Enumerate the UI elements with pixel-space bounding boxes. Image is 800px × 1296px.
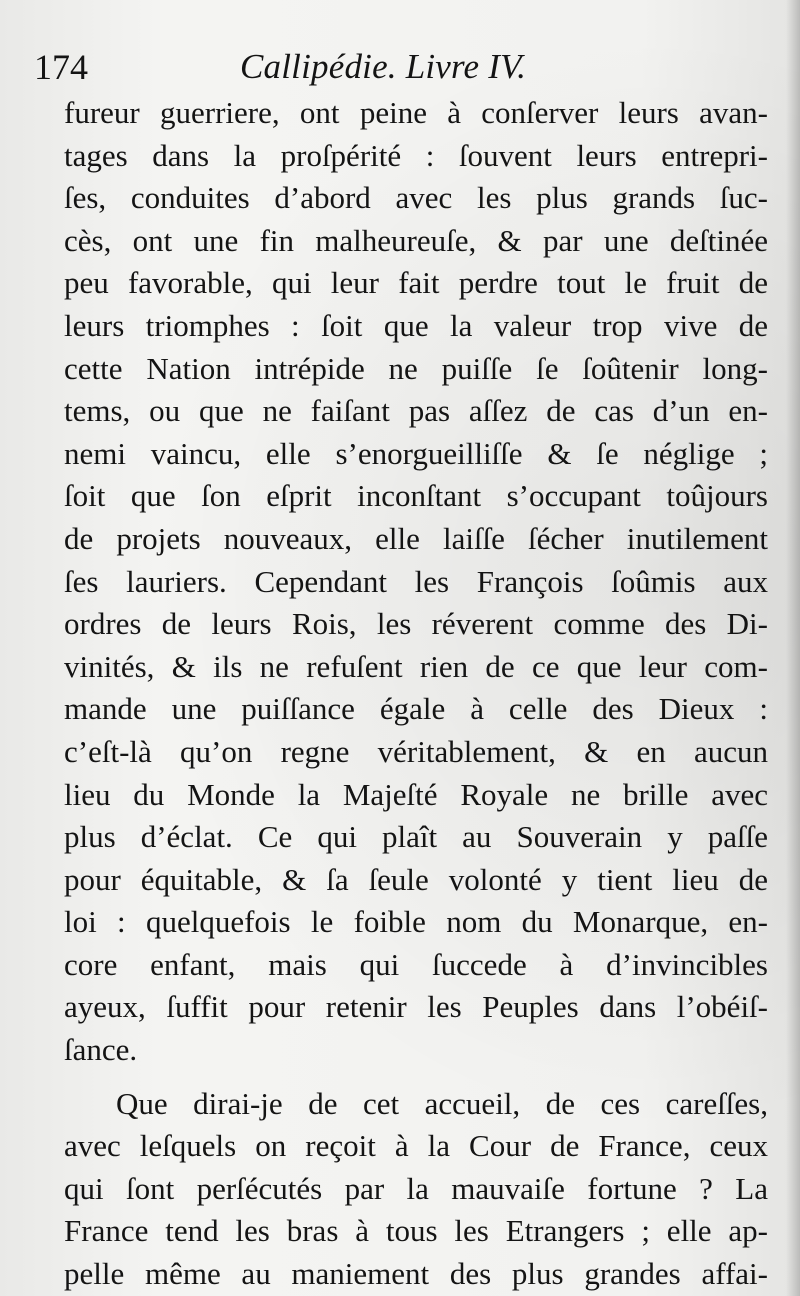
text-line: tages dans la proſpérité : ſouvent leurs entrepri- <box>64 137 768 173</box>
body-text <box>64 92 768 1296</box>
text-line: avec leſquels on reçoit à la Cour de France, ceux <box>64 1128 768 1164</box>
text-line: nemi vaincu, elle s’enorgueilliſſe & ſe néglige ; <box>64 435 768 471</box>
text-line: loi : quelquefois le foible nom du Monarque, en- <box>64 904 768 940</box>
text-line: pour équitable, & ſa ſeule volonté y tient lieu de <box>64 861 768 897</box>
text-line: vinités, & ils ne refuſent rien de ce que leur com- <box>64 648 768 684</box>
text-line: ſance. <box>64 1032 138 1068</box>
text-line: cette Nation intrépide ne puiſſe ſe ſoûtenir long- <box>64 350 768 386</box>
text-line: lieu du Monde la Majeſté Royale ne brille avec <box>64 776 768 812</box>
text-line: ſes, conduites d’abord avec les plus grands ſuc- <box>64 180 768 216</box>
text-line: cès, ont une fin malheureuſe, & par une deſtinée <box>64 222 768 258</box>
text-line: mande une puiſſance égale à celle des Dieux : <box>64 691 768 727</box>
page-header <box>34 44 774 90</box>
paragraph <box>64 1083 768 1296</box>
text-line: Que dirai-je de cet accueil, de ces careſſes, <box>116 1085 768 1121</box>
text-line: core enfant, mais qui ſuccede à d’invincibles <box>64 946 768 982</box>
page-number: 174 <box>34 47 88 87</box>
text-line: qui ſont perſécutés par la mauvaiſe fortune ? La <box>64 1170 768 1206</box>
paragraph <box>64 92 768 1072</box>
running-title: Callipédie. Livre IV. <box>240 47 527 86</box>
text-line: plus d’éclat. Ce qui plaît au Souverain y paſſe <box>64 819 768 855</box>
text-line: France tend les bras à tous les Etrangers ; elle ap- <box>64 1213 768 1249</box>
text-line: pelle même au maniement des plus grandes affai- <box>64 1256 768 1292</box>
text-line: leurs triomphes : ſoit que la valeur trop vive de <box>64 307 768 343</box>
text-line: ayeux, ſuffit pour retenir les Peuples dans l’obéiſ- <box>64 989 768 1025</box>
page-edge-shadow <box>786 0 800 1296</box>
text-line: ordres de leurs Rois, les réverent comme des Di- <box>64 606 768 642</box>
text-line: ſoit que ſon eſprit inconſtant s’occupant toûjours <box>64 478 768 514</box>
text-line: c’eſt-là qu’on regne véritablement, & en aucun <box>64 733 768 769</box>
text-line: tems, ou que ne faiſant pas aſſez de cas d’un en- <box>64 393 768 429</box>
paragraph-gap <box>64 1072 768 1083</box>
text-line: ſes lauriers. Cependant les François ſoûmis aux <box>64 563 768 599</box>
text-line: peu favorable, qui leur fait perdre tout le fruit de <box>64 265 768 301</box>
text-line: de projets nouveaux, elle laiſſe ſécher inutilement <box>64 520 768 556</box>
text-line: fureur guerriere, ont peine à conſerver leurs avan- <box>64 95 768 130</box>
